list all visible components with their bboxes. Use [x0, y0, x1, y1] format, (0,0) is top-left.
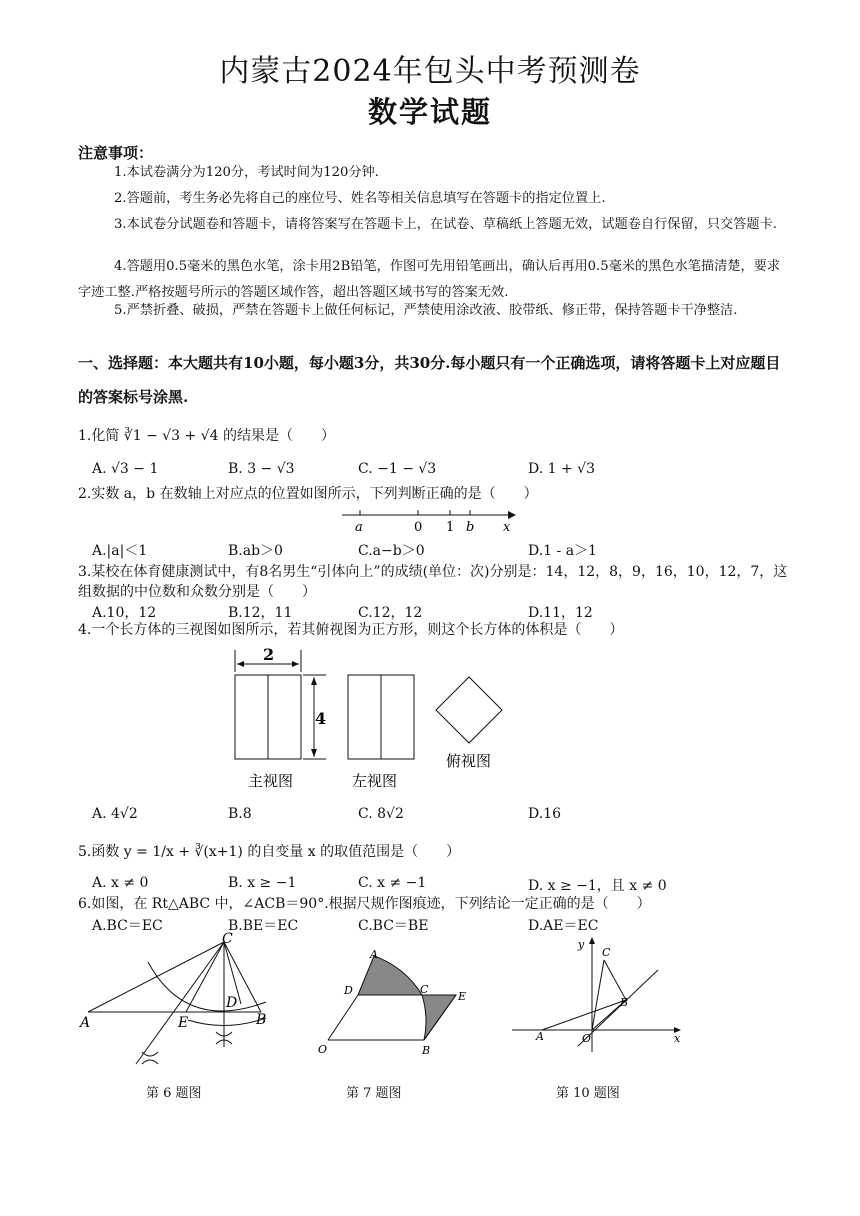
option-b: B.ab＞0: [228, 543, 283, 559]
point-c: C: [222, 932, 233, 947]
three-views-figure: [226, 644, 526, 800]
figure-10-caption: 第 10 题图: [556, 1086, 620, 1101]
number-line-figure: [340, 510, 520, 536]
point-b: B: [422, 1044, 431, 1057]
notes-heading: 注意事项：: [78, 144, 154, 162]
width-label: 2: [263, 645, 275, 664]
option-row: [92, 806, 732, 828]
label-one: 1: [446, 520, 455, 535]
option-row: [92, 461, 732, 483]
point-e: E: [178, 1015, 189, 1031]
option-c: C. x ≠ −1: [358, 875, 427, 891]
point-b: B: [256, 1012, 267, 1028]
option-a: A.BC＝EC: [92, 918, 163, 934]
figure-7: [312, 940, 484, 1062]
option-c: C. −1 − √3: [358, 461, 437, 477]
figure-6: [76, 932, 298, 1072]
point-d: D: [226, 995, 238, 1011]
option-d: D. 1 + √3: [528, 461, 595, 477]
question-stem: 5.函数 y = 1/x + ∛(x+1) 的自变量 x 的取值范围是（ ）: [78, 844, 461, 860]
caption-front-view: 主视图: [248, 772, 294, 790]
label-b: b: [466, 520, 475, 535]
option-row: [92, 540, 732, 562]
option-b: B.12，11: [228, 605, 293, 621]
option-b: B. x ≥ −1: [228, 875, 297, 891]
option-b: B.8: [228, 806, 252, 822]
option-d: D.1 - a＞1: [528, 543, 597, 559]
point-o: O: [318, 1043, 328, 1056]
option-a: A.10，12: [92, 605, 157, 621]
option-a: A. x ≠ 0: [92, 875, 149, 891]
point-c: C: [420, 983, 429, 996]
caption-left-view: 左视图: [352, 772, 398, 790]
option-a: A. √3 − 1: [92, 461, 159, 477]
axis-x: x: [674, 1032, 681, 1045]
point-b: B: [620, 996, 629, 1009]
axis-y: y: [578, 938, 585, 951]
point-a: A: [370, 948, 378, 961]
option-c: C.12，12: [358, 605, 423, 621]
point-e: E: [458, 990, 467, 1003]
note-item: 4.答题用0.5毫米的黑色水笔，涂卡用2B铅笔，作图可先用铅笔画出，确认后再用0.5毫米的黑色水笔描清楚，要求字迹工整.严格按题号所示的答题区域作答，超出答题区域书写的答案无效.: [78, 259, 781, 300]
question-stem: 4.一个长方体的三视图如图所示，若其俯视图为正方形，则这个长方体的体积是（ ）: [78, 622, 624, 638]
label-x: x: [503, 520, 511, 535]
figure-7-caption: 第 7 题图: [346, 1086, 402, 1101]
question-stem: 3.某校在体育健康测试中，有8名男生“引体向上”的成绩(单位：次)分别是：14，12，8，9，16，10，12，7，这组数据的中位数和众数分别是（ ）: [78, 564, 788, 600]
option-a: A.|a|＜1: [92, 543, 148, 559]
point-a: A: [536, 1030, 544, 1043]
exam-subtitle: 数学试题: [367, 95, 492, 129]
question-stem: 6.如图，在 Rt△ABC 中，∠ACB＝90°.根据尺规作图痕迹，下列结论一定正确的是（ ）: [78, 896, 651, 912]
question-stem: 1.化简 ∛1 − √3 + √4 的结果是（ ）: [78, 428, 336, 444]
point-a: A: [80, 1015, 91, 1031]
point-o: O: [582, 1032, 592, 1045]
height-label: 4: [315, 709, 327, 728]
option-c: C.BC＝BE: [358, 918, 429, 934]
caption-top-view: 俯视图: [446, 752, 492, 770]
option-c: C. 8√2: [358, 806, 404, 822]
label-zero: 0: [414, 520, 423, 535]
question-stem: 2.实数 a，b 在数轴上对应点的位置如图所示，下列判断正确的是（ ）: [78, 486, 538, 502]
note-item: 5.严禁折叠、破损，严禁在答题卡上做任何标记，严禁使用涂改液、胶带纸、修正带，保持答题卡干净整洁.: [114, 303, 738, 318]
option-d: D.AE＝EC: [528, 918, 599, 934]
figure-10: [508, 934, 684, 1054]
option-b: B.BE＝EC: [228, 918, 299, 934]
option-c: C.a−b＞0: [358, 543, 425, 559]
section-heading: 一、选择题：本大题共有10小题，每小题3分，共30分.每小题只有一个正确选项，请将答题卡上对应题目的答案标号涂黑.: [78, 354, 781, 406]
label-a: a: [355, 520, 363, 535]
note-item: 3.本试卷分试题卷和答题卡，请将答案写在答题卡上，在试卷、草稿纸上答题无效，试题卷自行保留，只交答题卡.: [114, 217, 777, 232]
option-d: D. x ≥ −1，且 x ≠ 0: [528, 878, 667, 894]
option-a: A. 4√2: [92, 806, 138, 822]
note-item: 2.答题前，考生务必先将自己的座位号、姓名等相关信息填写在答题卡的指定位置上.: [114, 191, 606, 206]
point-c: C: [602, 946, 611, 959]
exam-title: 内蒙古2024年包头中考预测卷: [219, 54, 641, 89]
option-b: B. 3 − √3: [228, 461, 295, 477]
option-d: D.16: [528, 806, 561, 822]
option-d: D.11，12: [528, 605, 593, 621]
point-d: D: [344, 984, 353, 997]
figure-6-caption: 第 6 题图: [146, 1086, 202, 1101]
note-item: 1.本试卷满分为120分，考试时间为120分钟.: [114, 165, 379, 180]
